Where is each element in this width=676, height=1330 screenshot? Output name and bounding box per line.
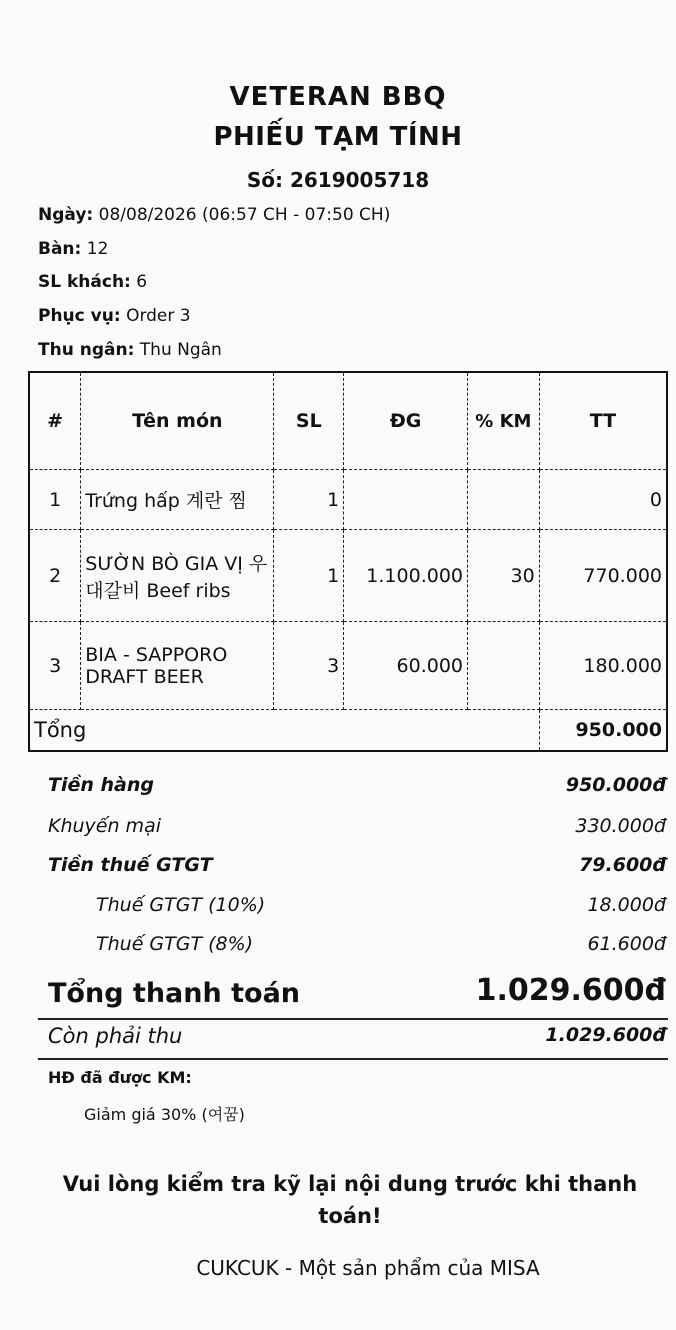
table-header-row <box>29 372 667 470</box>
table-row <box>29 530 667 622</box>
table-row <box>29 470 667 530</box>
row-total: 770.000 <box>539 530 667 622</box>
goods-label: Tiền hàng <box>48 774 154 796</box>
vat8-value: 61.600đ <box>587 933 666 955</box>
grand-total-value: 1.029.600đ <box>475 973 666 1008</box>
cashier-value: Thu Ngân <box>139 340 222 360</box>
check-notice: Vui lòng kiểm tra kỹ lại nội dung trước khi thanh toán! <box>62 1172 638 1228</box>
store-name: VETERAN BBQ <box>229 82 447 112</box>
guests-value: 6 <box>136 272 148 292</box>
grand-total-label: Tổng thanh toán <box>48 978 301 1009</box>
row-discount: 30 <box>468 530 540 622</box>
header-discount: % KM <box>468 372 540 470</box>
row-total: 0 <box>539 470 667 530</box>
header-unit-price: ĐG <box>344 372 468 470</box>
goods-value: 950.000đ <box>565 774 666 796</box>
date-label: Ngày: <box>38 205 94 225</box>
header-qty: SL <box>274 372 344 470</box>
header-item-name: Tên món <box>81 372 274 470</box>
divider <box>38 1018 668 1020</box>
software-footer: CUKCUK - Một sản phẩm của MISA <box>196 1256 540 1280</box>
promotion-item: Giảm giá 30% (여꿈) <box>84 1105 245 1124</box>
vat8-label: Thuế GTGT (8%) <box>96 933 254 955</box>
cashier-label: Thu ngân: <box>38 340 135 360</box>
table-row <box>29 622 667 710</box>
document-number: Số: 2619005718 <box>246 168 430 192</box>
row-qty: 1 <box>274 470 344 530</box>
items-table <box>28 371 668 752</box>
row-item-name: SƯỜN BÒ GIA VỊ 우대갈비 Beef ribs <box>81 530 274 622</box>
info-table <box>38 239 108 259</box>
row-qty: 3 <box>274 622 344 710</box>
info-cashier <box>38 340 222 360</box>
document-title: PHIẾU TẠM TÍNH <box>213 122 463 152</box>
row-no: 3 <box>29 622 81 710</box>
sum-label: Tổng <box>29 710 539 752</box>
vat10-label: Thuế GTGT (10%) <box>96 894 266 916</box>
row-discount <box>468 470 540 530</box>
date-value: 08/08/2026 (06:57 CH - 07:50 CH) <box>98 205 391 225</box>
info-server <box>38 306 191 326</box>
promo-value: 330.000đ <box>575 815 666 837</box>
row-unit-price <box>344 470 468 530</box>
server-value: Order 3 <box>126 306 191 326</box>
row-no: 1 <box>29 470 81 530</box>
table-label: Bàn: <box>38 239 82 259</box>
row-unit-price: 60.000 <box>344 622 468 710</box>
info-date <box>38 205 390 225</box>
vat-label: Tiền thuế GTGT <box>48 854 213 876</box>
header-no: # <box>29 372 81 470</box>
row-unit-price: 1.100.000 <box>344 530 468 622</box>
row-total: 180.000 <box>539 622 667 710</box>
row-qty: 1 <box>274 530 344 622</box>
amount-due-value: 1.029.600đ <box>545 1024 666 1046</box>
divider <box>38 1058 668 1060</box>
row-item-name: BIA - SAPPORO DRAFT BEER <box>81 622 274 710</box>
server-label: Phục vụ: <box>38 306 121 326</box>
vat-value: 79.600đ <box>579 854 666 876</box>
row-no: 2 <box>29 530 81 622</box>
sum-value: 950.000 <box>539 710 667 752</box>
table-sum-row <box>29 710 667 752</box>
guests-label: SL khách: <box>38 272 131 292</box>
promotions-title: HĐ đã được KM: <box>48 1068 192 1087</box>
header-total: TT <box>539 372 667 470</box>
promo-label: Khuyến mại <box>48 815 161 837</box>
row-item-name: Trứng hấp 계란 찜 <box>81 470 274 530</box>
vat10-value: 18.000đ <box>587 894 666 916</box>
info-guests <box>38 272 147 292</box>
row-discount <box>468 622 540 710</box>
table-value: 12 <box>86 239 109 259</box>
amount-due-label: Còn phải thu <box>48 1024 183 1048</box>
